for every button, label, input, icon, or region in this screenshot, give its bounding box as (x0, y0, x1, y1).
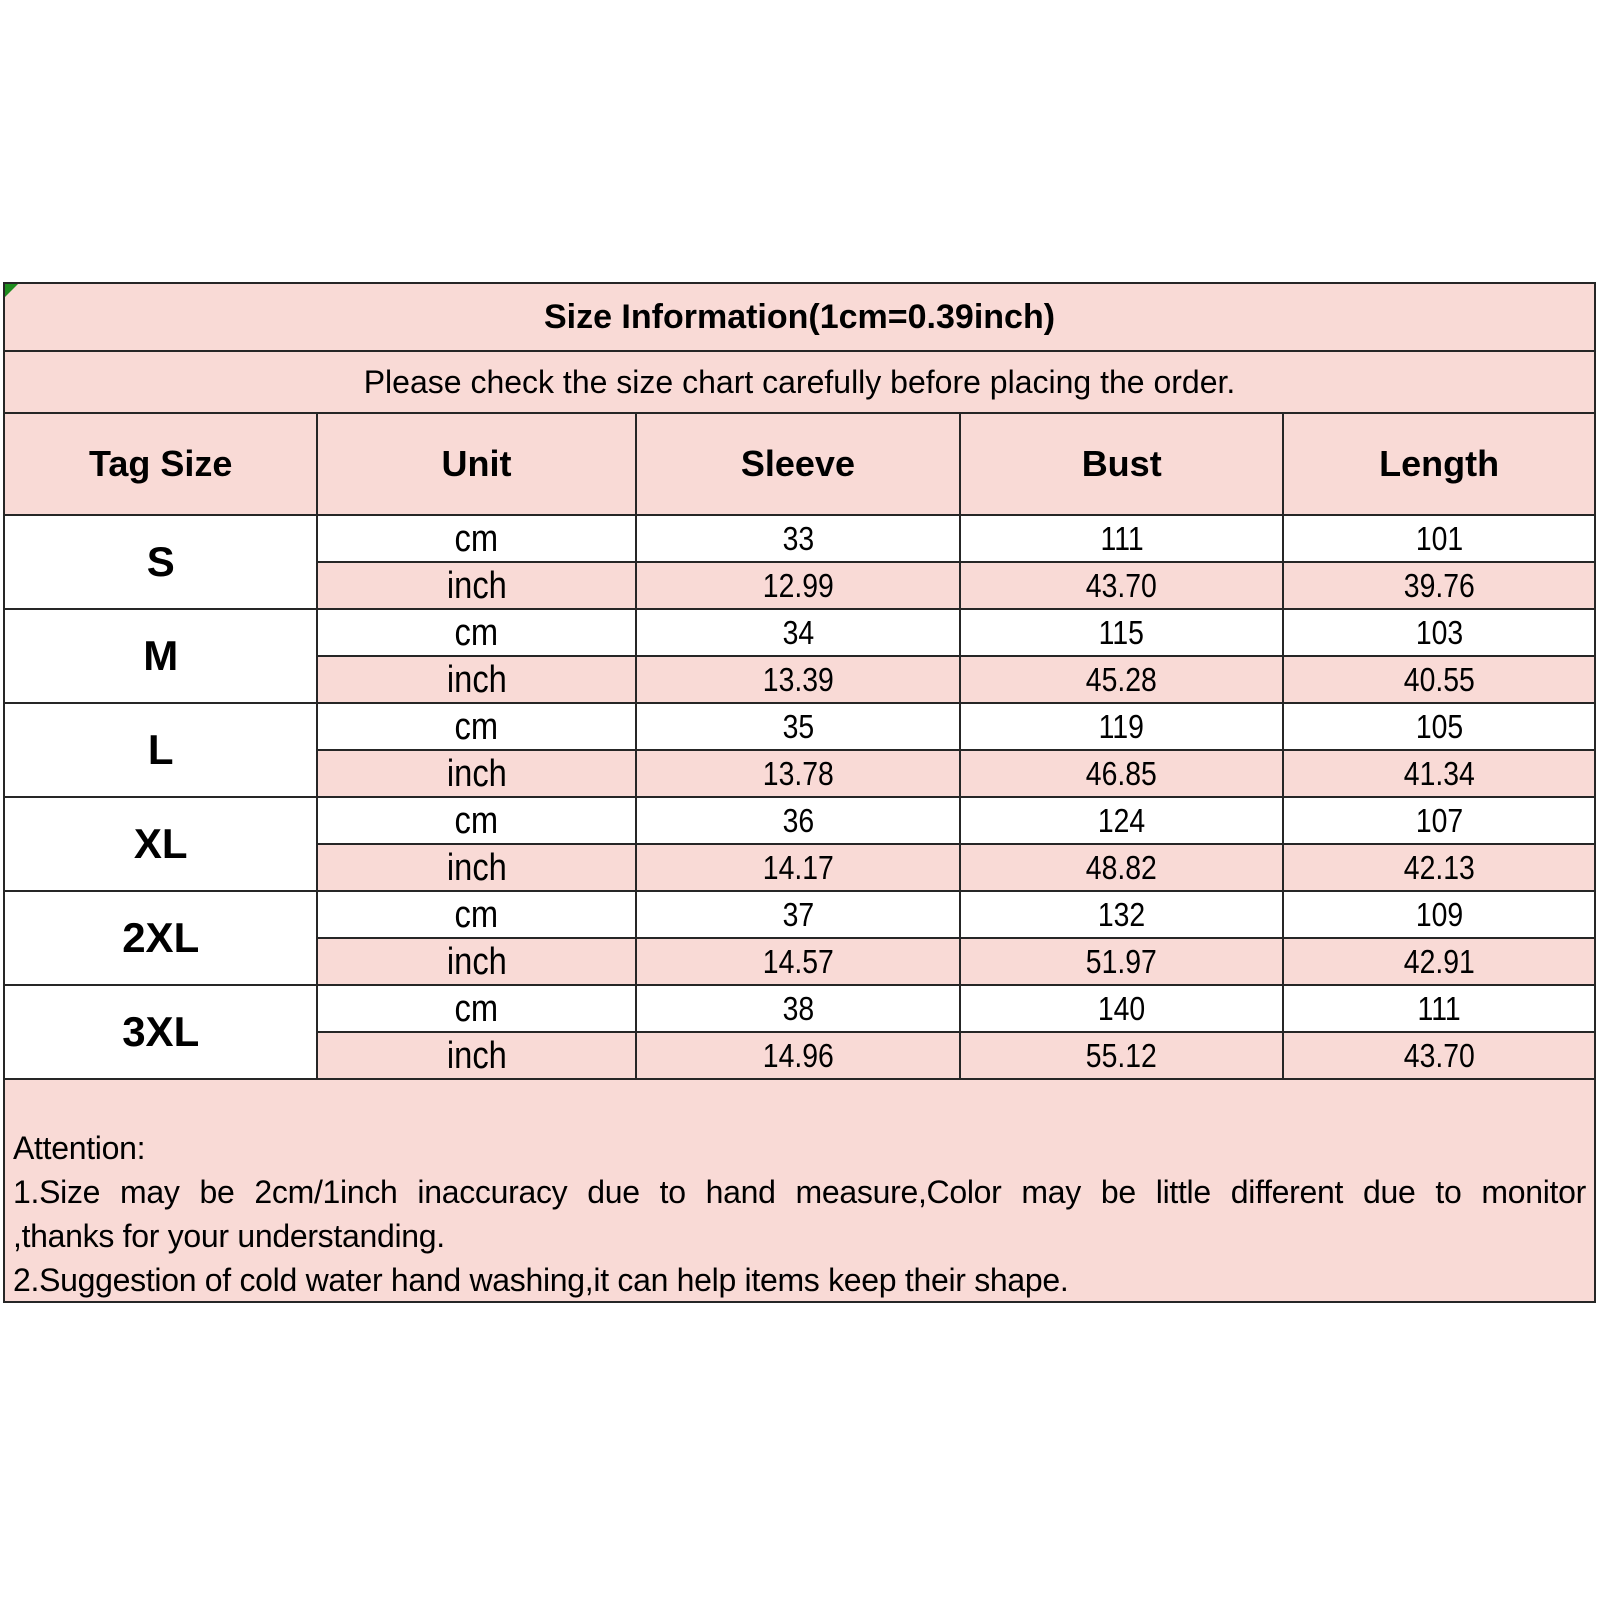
unit-cell: cm (318, 610, 634, 655)
value-cell: 48.82 (961, 845, 1282, 890)
value-cell: 55.12 (961, 1033, 1282, 1078)
value-cell: 40.55 (1284, 657, 1594, 702)
value-cell: 38 (637, 986, 960, 1031)
unit-cell: cm (318, 986, 634, 1031)
unit-cell: inch (318, 939, 634, 984)
unit-cell: cm (318, 798, 634, 843)
value-cell: 43.70 (961, 563, 1282, 608)
attention-note-1: 1.Size may be 2cm/1inch inaccuracy due to hand measure,Color may be little different due to monitor (13, 1174, 1586, 1210)
value-cell: 37 (637, 892, 960, 937)
value-cell: 13.78 (637, 751, 960, 796)
value-cell: 14.96 (637, 1033, 960, 1078)
value-cell: 107 (1284, 798, 1594, 843)
value-cell: 101 (1284, 516, 1594, 561)
attention-heading: Attention: (13, 1130, 146, 1166)
value-cell: 51.97 (961, 939, 1282, 984)
green-corner-marker-icon (5, 284, 18, 297)
value-cell: 41.34 (1284, 751, 1594, 796)
unit-cell: cm (318, 892, 634, 937)
tag-size-cell: 3XL (5, 986, 316, 1078)
size-chart-title: Size Information(1cm=0.39inch) (5, 284, 1594, 350)
column-header-length: Length (1284, 414, 1594, 514)
value-cell: 39.76 (1284, 563, 1594, 608)
value-cell: 33 (637, 516, 960, 561)
unit-cell: inch (318, 1033, 634, 1078)
attention-note-2: ,thanks for your understanding. (13, 1218, 445, 1254)
value-cell: 14.17 (637, 845, 960, 890)
value-cell: 132 (961, 892, 1282, 937)
tag-size-cell: 2XL (5, 892, 316, 984)
value-cell: 35 (637, 704, 960, 749)
value-cell: 115 (961, 610, 1282, 655)
value-cell: 12.99 (637, 563, 960, 608)
tag-size-cell: XL (5, 798, 316, 890)
attention-section (5, 1078, 1594, 1301)
column-header-sleeve: Sleeve (637, 414, 960, 514)
value-cell: 42.13 (1284, 845, 1594, 890)
value-cell: 42.91 (1284, 939, 1594, 984)
value-cell: 34 (637, 610, 960, 655)
value-cell: 45.28 (961, 657, 1282, 702)
value-cell: 36 (637, 798, 960, 843)
value-cell: 109 (1284, 892, 1594, 937)
value-cell: 124 (961, 798, 1282, 843)
value-cell: 13.39 (637, 657, 960, 702)
size-grid (5, 284, 1594, 1078)
value-cell: 43.70 (1284, 1033, 1594, 1078)
unit-cell: inch (318, 657, 634, 702)
unit-cell: cm (318, 704, 634, 749)
unit-cell: cm (318, 516, 634, 561)
value-cell: 14.57 (637, 939, 960, 984)
column-header-unit: Unit (318, 414, 634, 514)
value-cell: 140 (961, 986, 1282, 1031)
column-header-bust: Bust (961, 414, 1282, 514)
value-cell: 111 (961, 516, 1282, 561)
tag-size-cell: L (5, 704, 316, 796)
unit-cell: inch (318, 563, 634, 608)
tag-size-cell: S (5, 516, 316, 608)
value-cell: 103 (1284, 610, 1594, 655)
unit-cell: inch (318, 751, 634, 796)
size-chart-notice: Please check the size chart carefully before placing the order. (5, 352, 1594, 412)
column-header-tag-size: Tag Size (5, 414, 316, 514)
tag-size-cell: M (5, 610, 316, 702)
value-cell: 105 (1284, 704, 1594, 749)
unit-cell: inch (318, 845, 634, 890)
size-chart-table (3, 282, 1596, 1303)
value-cell: 119 (961, 704, 1282, 749)
value-cell: 111 (1284, 986, 1594, 1031)
value-cell: 46.85 (961, 751, 1282, 796)
attention-note-3: 2.Suggestion of cold water hand washing,it can help items keep their shape. (13, 1262, 1069, 1298)
